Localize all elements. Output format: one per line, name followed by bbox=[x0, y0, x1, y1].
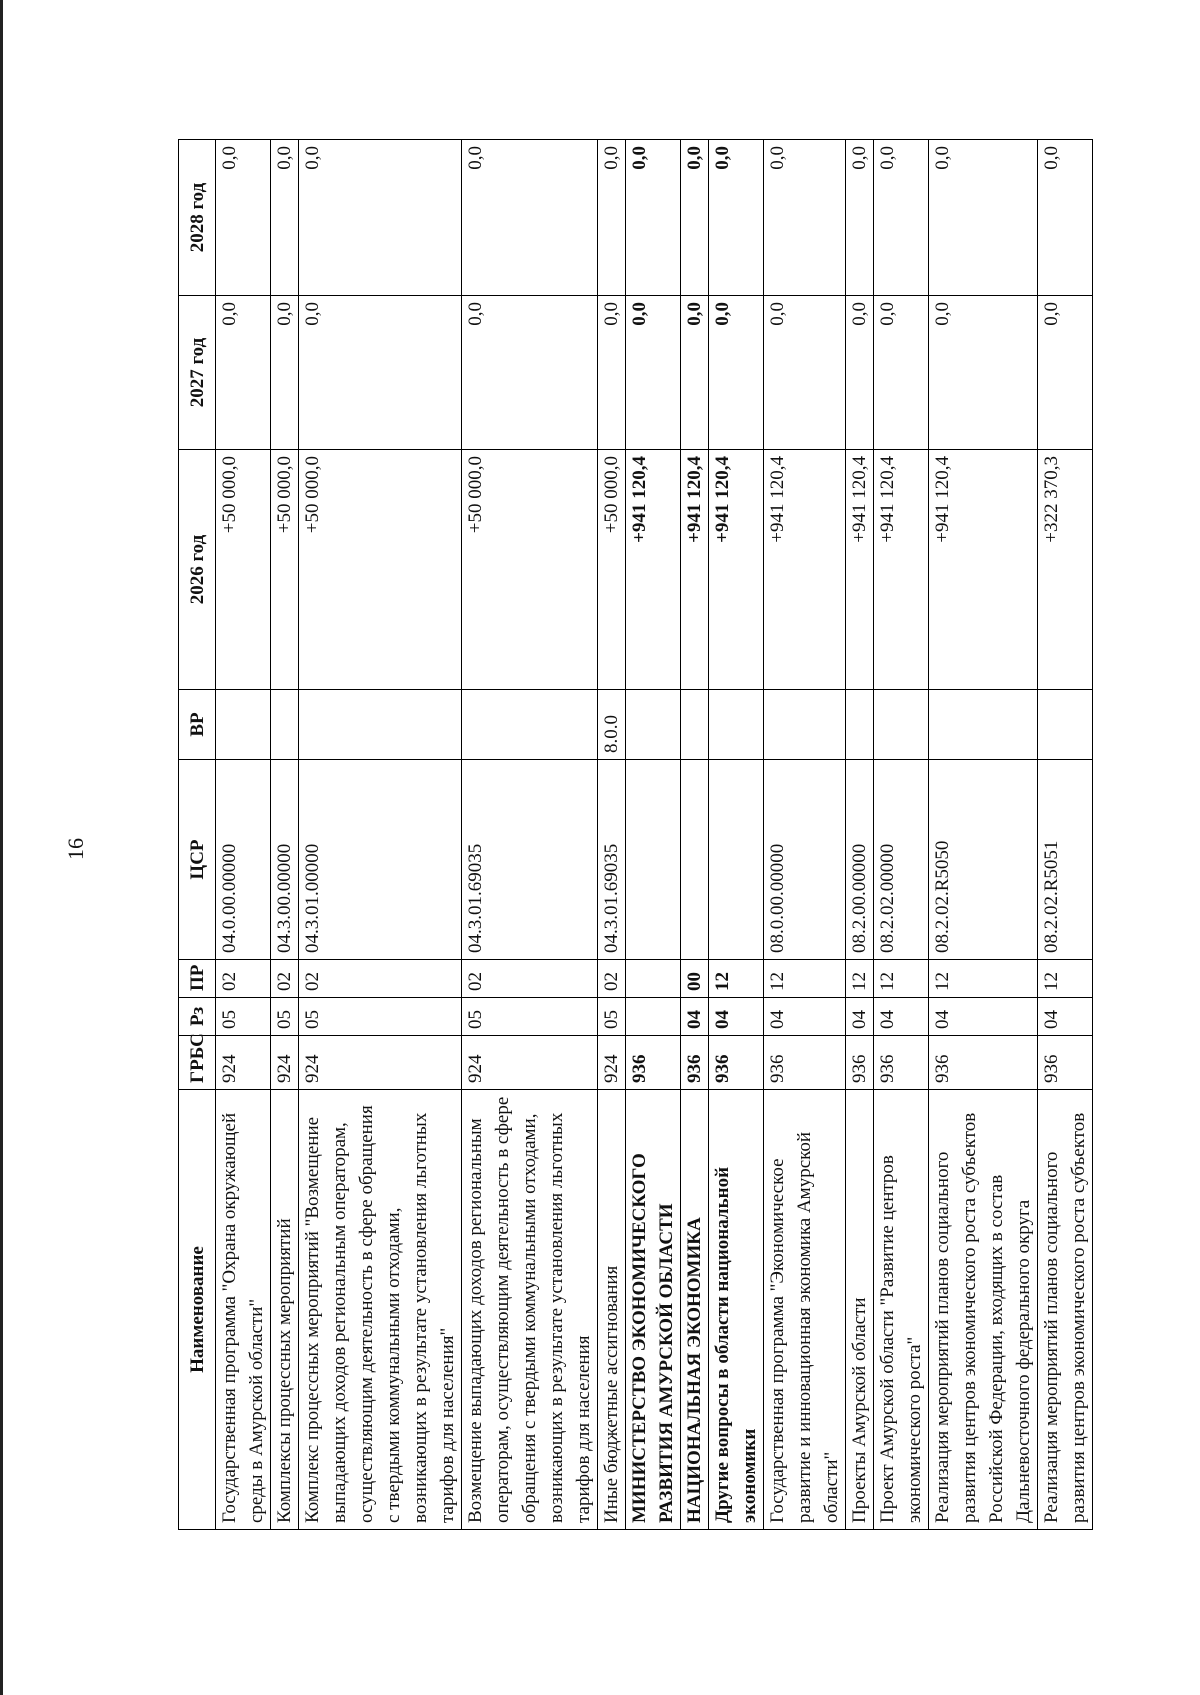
cell-2028: 0,0 bbox=[874, 140, 929, 296]
table-row bbox=[271, 140, 299, 1530]
cell-pr: 12 bbox=[929, 960, 1038, 998]
cell-2028: 0,0 bbox=[216, 140, 271, 296]
table-row bbox=[1038, 140, 1093, 1530]
cell-name: Иные бюджетные ассигнования bbox=[598, 1090, 626, 1530]
cell-pr: 00 bbox=[681, 960, 709, 998]
rotated-page-content bbox=[178, 140, 1118, 1530]
cell-vr bbox=[681, 690, 709, 760]
cell-rz: 05 bbox=[462, 998, 598, 1036]
cell-2028: 0,0 bbox=[709, 140, 764, 296]
cell-rz: 04 bbox=[1038, 998, 1093, 1036]
table-row bbox=[709, 140, 764, 1530]
cell-vr bbox=[462, 690, 598, 760]
cell-pr: 02 bbox=[462, 960, 598, 998]
cell-grbs: 936 bbox=[1038, 1036, 1093, 1090]
cell-name: Комплексы процессных мероприятий bbox=[271, 1090, 299, 1530]
cell-2026: +50 000,0 bbox=[598, 450, 626, 690]
cell-vr bbox=[271, 690, 299, 760]
cell-vr bbox=[299, 690, 462, 760]
cell-csr: 08.2.02.R5051 bbox=[1038, 760, 1093, 960]
cell-2028: 0,0 bbox=[681, 140, 709, 296]
cell-csr: 08.0.00.00000 bbox=[764, 760, 846, 960]
cell-pr: 02 bbox=[598, 960, 626, 998]
cell-2028: 0,0 bbox=[271, 140, 299, 296]
header-2026: 2026 год bbox=[179, 450, 216, 690]
cell-2028: 0,0 bbox=[299, 140, 462, 296]
cell-2026: +50 000,0 bbox=[462, 450, 598, 690]
cell-2026: +941 120,4 bbox=[846, 450, 874, 690]
cell-2026: +322 370,3 bbox=[1038, 450, 1093, 690]
table-row bbox=[299, 140, 462, 1530]
cell-csr: 04.0.00.00000 bbox=[216, 760, 271, 960]
cell-rz: 04 bbox=[874, 998, 929, 1036]
budget-table bbox=[178, 139, 1093, 1530]
cell-csr bbox=[709, 760, 764, 960]
cell-rz: 05 bbox=[216, 998, 271, 1036]
cell-csr: 04.3.01.69035 bbox=[598, 760, 626, 960]
cell-rz: 04 bbox=[681, 998, 709, 1036]
table-row bbox=[681, 140, 709, 1530]
cell-2028: 0,0 bbox=[846, 140, 874, 296]
table-header-row bbox=[179, 140, 216, 1530]
cell-grbs: 936 bbox=[929, 1036, 1038, 1090]
table-row bbox=[598, 140, 626, 1530]
cell-pr: 02 bbox=[216, 960, 271, 998]
cell-2026: +50 000,0 bbox=[216, 450, 271, 690]
table-row bbox=[929, 140, 1038, 1530]
cell-csr bbox=[681, 760, 709, 960]
cell-2028: 0,0 bbox=[1038, 140, 1093, 296]
page-number: 16 bbox=[63, 838, 88, 860]
cell-rz: 04 bbox=[929, 998, 1038, 1036]
cell-pr: 12 bbox=[1038, 960, 1093, 998]
header-2028: 2028 год bbox=[179, 140, 216, 296]
table-body bbox=[216, 140, 1093, 1530]
table-row bbox=[216, 140, 271, 1530]
cell-csr: 04.3.01.00000 bbox=[299, 760, 462, 960]
cell-rz: 04 bbox=[764, 998, 846, 1036]
cell-vr bbox=[216, 690, 271, 760]
cell-name: Проект Амурской области "Развитие центров экономического роста" bbox=[874, 1090, 929, 1530]
cell-grbs: 924 bbox=[598, 1036, 626, 1090]
table-row bbox=[846, 140, 874, 1530]
cell-2027: 0,0 bbox=[681, 296, 709, 450]
cell-vr bbox=[709, 690, 764, 760]
cell-2027: 0,0 bbox=[299, 296, 462, 450]
cell-grbs: 924 bbox=[462, 1036, 598, 1090]
cell-2028: 0,0 bbox=[626, 140, 681, 296]
cell-2027: 0,0 bbox=[626, 296, 681, 450]
cell-rz: 05 bbox=[598, 998, 626, 1036]
cell-csr: 04.3.01.69035 bbox=[462, 760, 598, 960]
cell-csr bbox=[626, 760, 681, 960]
cell-name: НАЦИОНАЛЬНАЯ ЭКОНОМИКА bbox=[681, 1090, 709, 1530]
cell-name: Комплекс процессных мероприятий "Возмещение выпадающих доходов региональным операторам, осуществляющим деятельность в сфере обращения с твердыми коммунальными отходами, возникающих в результате установления льготных тарифов для населения" bbox=[299, 1090, 462, 1530]
table-row bbox=[462, 140, 598, 1530]
cell-grbs: 924 bbox=[216, 1036, 271, 1090]
cell-rz: 04 bbox=[846, 998, 874, 1036]
cell-rz: 05 bbox=[299, 998, 462, 1036]
header-grbs: ГРБС bbox=[179, 1036, 216, 1090]
cell-grbs: 936 bbox=[874, 1036, 929, 1090]
cell-name: Возмещение выпадающих доходов региональным операторам, осуществляющим деятельность в сфере обращения с твердыми коммунальными отходами, возникающих в результате установления льготных тарифов для населения bbox=[462, 1090, 598, 1530]
cell-vr bbox=[764, 690, 846, 760]
cell-pr bbox=[626, 960, 681, 998]
cell-pr: 12 bbox=[764, 960, 846, 998]
cell-2028: 0,0 bbox=[929, 140, 1038, 296]
cell-rz: 04 bbox=[709, 998, 764, 1036]
table-row bbox=[764, 140, 846, 1530]
cell-2027: 0,0 bbox=[846, 296, 874, 450]
cell-2026: +941 120,4 bbox=[874, 450, 929, 690]
cell-rz bbox=[626, 998, 681, 1036]
cell-pr: 12 bbox=[709, 960, 764, 998]
scan-edge bbox=[0, 0, 3, 1695]
cell-grbs: 924 bbox=[271, 1036, 299, 1090]
cell-csr: 08.2.00.00000 bbox=[846, 760, 874, 960]
cell-2026: +941 120,4 bbox=[681, 450, 709, 690]
cell-2027: 0,0 bbox=[874, 296, 929, 450]
header-rz: Рз bbox=[179, 998, 216, 1036]
cell-vr bbox=[929, 690, 1038, 760]
header-2027: 2027 год bbox=[179, 296, 216, 450]
cell-name: МИНИСТЕРСТВО ЭКОНОМИЧЕСКОГО РАЗВИТИЯ АМУРСКОЙ ОБЛАСТИ bbox=[626, 1090, 681, 1530]
cell-pr: 02 bbox=[271, 960, 299, 998]
header-csr: ЦСР bbox=[179, 760, 216, 960]
cell-2027: 0,0 bbox=[598, 296, 626, 450]
cell-2027: 0,0 bbox=[929, 296, 1038, 450]
cell-vr bbox=[874, 690, 929, 760]
cell-pr: 12 bbox=[846, 960, 874, 998]
cell-2026: +941 120,4 bbox=[626, 450, 681, 690]
cell-grbs: 936 bbox=[681, 1036, 709, 1090]
cell-2026: +941 120,4 bbox=[709, 450, 764, 690]
cell-2027: 0,0 bbox=[1038, 296, 1093, 450]
cell-name: Государственная программа "Охрана окружающей среды в Амурской области" bbox=[216, 1090, 271, 1530]
cell-2026: +50 000,0 bbox=[271, 450, 299, 690]
cell-2026: +50 000,0 bbox=[299, 450, 462, 690]
cell-csr: 04.3.00.00000 bbox=[271, 760, 299, 960]
cell-2027: 0,0 bbox=[764, 296, 846, 450]
cell-2028: 0,0 bbox=[598, 140, 626, 296]
cell-2027: 0,0 bbox=[462, 296, 598, 450]
cell-grbs: 936 bbox=[626, 1036, 681, 1090]
cell-name: Реализация мероприятий планов социального развития центров экономического роста субъектов Российской Федерации, входящих в состав Дальневосточного федерального округа bbox=[929, 1090, 1038, 1530]
table-row bbox=[626, 140, 681, 1530]
header-name: Наименование bbox=[179, 1090, 216, 1530]
cell-2026: +941 120,4 bbox=[764, 450, 846, 690]
cell-name: Другие вопросы в области национальной экономики bbox=[709, 1090, 764, 1530]
cell-vr bbox=[1038, 690, 1093, 760]
cell-csr: 08.2.02.00000 bbox=[874, 760, 929, 960]
cell-grbs: 924 bbox=[299, 1036, 462, 1090]
cell-2028: 0,0 bbox=[462, 140, 598, 296]
cell-grbs: 936 bbox=[709, 1036, 764, 1090]
cell-pr: 12 bbox=[874, 960, 929, 998]
cell-vr bbox=[846, 690, 874, 760]
table-row bbox=[874, 140, 929, 1530]
cell-pr: 02 bbox=[299, 960, 462, 998]
cell-2027: 0,0 bbox=[271, 296, 299, 450]
cell-name: Проекты Амурской области bbox=[846, 1090, 874, 1530]
cell-2028: 0,0 bbox=[764, 140, 846, 296]
cell-vr bbox=[626, 690, 681, 760]
cell-vr: 8.0.0 bbox=[598, 690, 626, 760]
cell-name: Государственная программа "Экономическое развитие и инновационная экономика Амурской области" bbox=[764, 1090, 846, 1530]
cell-2027: 0,0 bbox=[709, 296, 764, 450]
header-pr: ПР bbox=[179, 960, 216, 998]
header-vr: ВР bbox=[179, 690, 216, 760]
cell-rz: 05 bbox=[271, 998, 299, 1036]
cell-csr: 08.2.02.R5050 bbox=[929, 760, 1038, 960]
cell-grbs: 936 bbox=[846, 1036, 874, 1090]
cell-grbs: 936 bbox=[764, 1036, 846, 1090]
cell-2026: +941 120,4 bbox=[929, 450, 1038, 690]
cell-name: Реализация мероприятий планов социального развития центров экономического роста субъектов bbox=[1038, 1090, 1093, 1530]
cell-2027: 0,0 bbox=[216, 296, 271, 450]
